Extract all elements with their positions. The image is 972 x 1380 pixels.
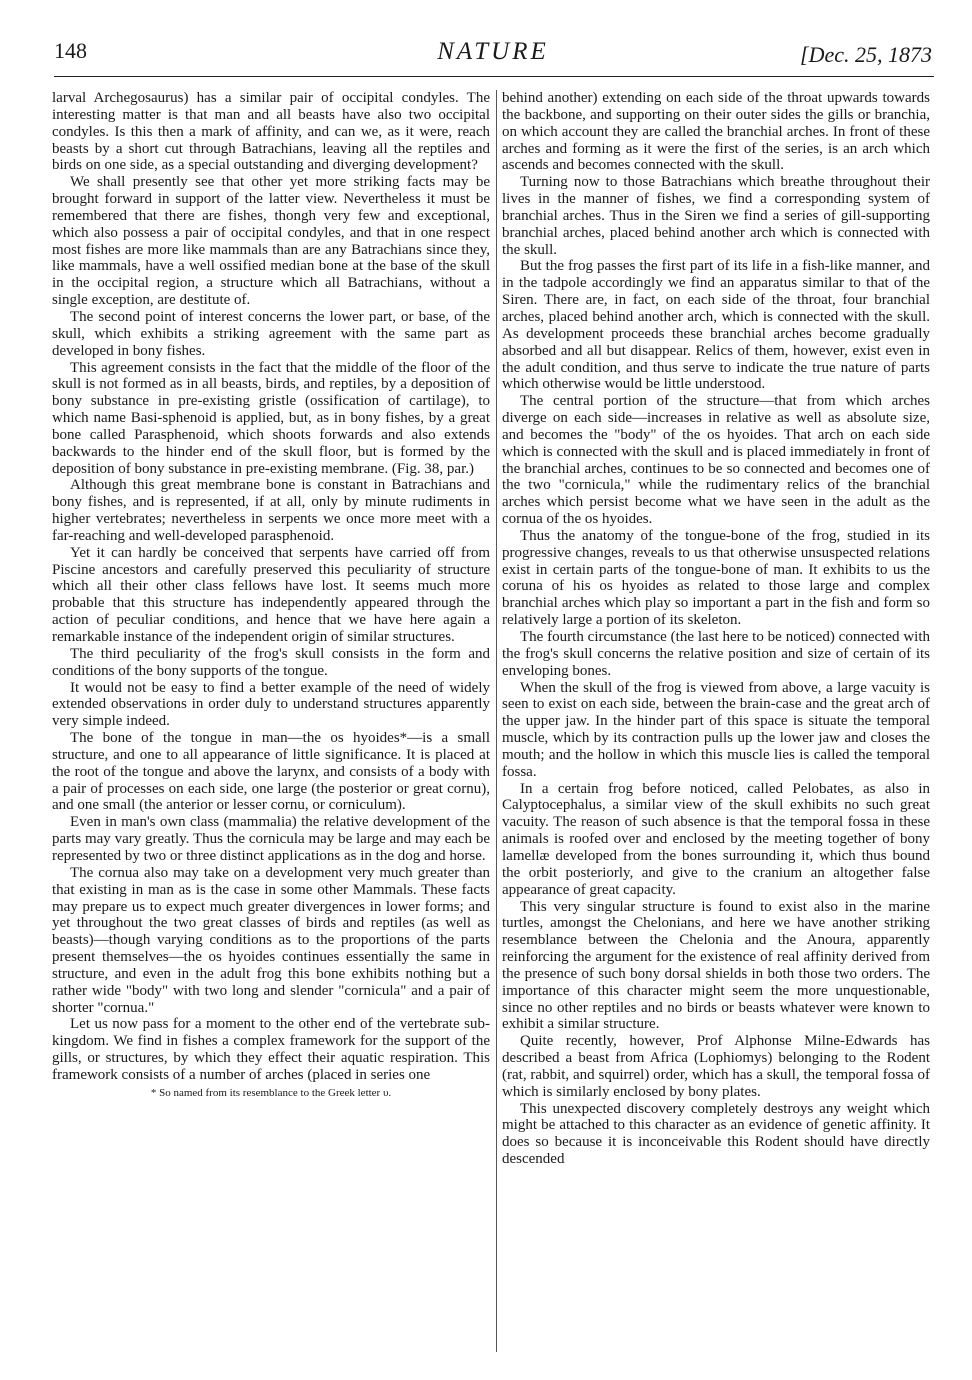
paragraph: Quite recently, however, Prof Alphonse Milne-Edwards has described a beast from Africa (Lophiomys) belonging to the Rodent (rat, rabbit, and squirrel) order, which has a skull, the temporal fossa of which is similarly enclosed by bony plates. [502, 1033, 930, 1100]
left-column [52, 90, 490, 1360]
paragraph: But the frog passes the first part of its life in a fish-like manner, and in the tadpole accordingly we find an apparatus similar to that of the Siren. There are, in fact, on each side of the throat, four branchial arches, placed behind another arch, which is connected with the skull. As development proceeds these branchial arches become gradually absorbed and all but disappear. Relics of them, however, exist even in the adult condition, and thus serve to indicate the true nature of parts which otherwise would be little understood. [502, 258, 930, 393]
footnote: * So named from its resemblance to the Greek letter υ. [150, 1086, 392, 1099]
paragraph: We shall presently see that other yet more striking facts may be brought forward in support of the latter view. Nevertheless it must be remembered that there are fishes, thongh very few and exceptional, which also possess a pair of occipital condyles, and that in one respect most fishes are more like mammals than are any Batrachians since they, like mammals, have a well ossified median bone at the base of the skull in the occipital region, a structure which all Batrachians, without a single exception, are destitute of. [52, 174, 490, 309]
paragraph: The third peculiarity of the frog's skull consists in the form and conditions of the bony supports of the tongue. [52, 645, 490, 679]
paragraph: Even in man's own class (mammalia) the relative development of the parts may vary greatly. Thus the cornicula may be large and may each be represented by two or three distinct applications as in the dog and horse. [52, 814, 490, 864]
paragraph: The fourth circumstance (the last here to be noticed) connected with the frog's skull concerns the relative position and size of certain of its enveloping bones. [502, 629, 930, 679]
paragraph: behind another) extending on each side of the throat upwards towards the backbone, and supporting on their outer sides the gills or branchia, on which account they are called the branchial arches. In front of these arches and forming as it were the first of the series, is an arch which ascends and becomes connected with the skull. [502, 90, 930, 174]
paragraph: It would not be easy to find a better example of the need of widely extended observations in order duly to understand structures apparently very simple indeed. [52, 679, 490, 730]
paragraph: This agreement consists in the fact that the middle of the floor of the skull is not formed as in all beasts, birds, and reptiles, by a deposition of bony substance in pre-existing gristle (ossification of cartilage), to which name Basi-sphenoid is applied, but, as in bony fishes, by a great bone called Parasphenoid, which shoots forwards and also extends backwards to the hinder end of the skull floor, but is formed by the deposition of bony substance in pre-existing membrane. (Fig. 38, par.) [52, 359, 490, 477]
right-column [502, 90, 930, 1360]
paragraph: larval Archegosaurus) has a similar pair of occipital condyles. The interesting matter is that man and all beasts have also two occipital condyles. Is this then a mark of affinity, and can we, as it were, reach beasts by a short cut through Batrachians, leaving all the reptiles and birds on one side, as a special outstanding and diverging development? [52, 90, 490, 174]
page-header [54, 38, 932, 78]
column-divider [496, 90, 497, 1352]
paragraph: Although this great membrane bone is constant in Batrachians and bony fishes, and is represented, if at all, only by minute rudiments in higher vertebrates; nevertheless in serpents we once more meet with a far-reaching and well-developed parasphenoid. [52, 477, 490, 544]
paragraph: Thus the anatomy of the tongue-bone of the frog, studied in its progressive changes, reveals to us that otherwise unsuspected relations exist in certain parts of the tongue-bone of man. It exhibits to us the coruna of his os hyoides as related to those large and complex branchial arches which play so important a part in the fish and form so relatively large a portion of its skeleton. [502, 527, 930, 629]
page-number: 148 [54, 38, 87, 63]
paragraph: This unexpected discovery completely destroys any weight which might be attached to this character as an evidence of genetic affinity. It does so because it is inconceivable this Rodent should have directly descended [502, 1100, 930, 1168]
paragraph: This very singular structure is found to exist also in the marine turtles, amongst the Chelonians, and here we have another striking resemblance between the Chelonia and the Anoura, apparently reinforcing the argument for the existence of real affinity derived from the presence of such bony dorsal shields in both those two orders. The importance of this character might seem the more unquestionable, since no other reptiles and no birds or beasts whatever were known to exhibit a similar structure. [502, 898, 930, 1033]
issue-date: [Dec. 25, 1873 [800, 42, 932, 67]
paragraph: The cornua also may take on a development very much greater than that existing in man as is the case in some other Mammals. These facts may prepare us to expect much greater divergences in lower forms; and yet throughout the two great classes of birds and reptiles (as well as beasts)—though varying conditions as to the proportions of the parts present themselves—the os hyoides continues essentially the same in structure, and even in the adult frog this bone exhibits nothing but a rather wide "body" with two long and slender "cornicula" and a pair of shorter "cornua." [52, 864, 490, 1016]
paragraph: Turning now to those Batrachians which breathe throughout their lives in the manner of fishes, we find a corresponding system of branchial arches. Thus in the Siren we find a series of gill-supporting branchial arches, placed behind another arch which is connected with the skull. [502, 174, 930, 258]
paragraph: In a certain frog before noticed, called Pelobates, as also in Calyptocephalus, a similar view of the skull exhibits no such great vacuity. The reason of such absence is that the temporal fossa in these animals is roofed over and enclosed by the meeting together of bony lamellæ developed from the bones surrounding it, which thus bound the orbit posteriorly, and give to the cranium an altogether false appearance of great capacity. [502, 780, 930, 898]
journal-title: NATURE [437, 38, 549, 65]
paragraph: The bone of the tongue in man—the os hyoides*—is a small structure, and one to all appearance of little significance. It is placed at the root of the tongue and above the larynx, and consists of a body with a pair of processes on each side, one large (the posterior or great cornu), and one small (the anterior or lesser cornu, or corniculum). [52, 730, 490, 814]
paragraph: When the skull of the frog is viewed from above, a large vacuity is seen to exist on each side, between the brain-case and the great arch of the upper jaw. In the hinder part of this space is situate the temporal muscle, which by its contraction pulls up the lower jaw and closes the mouth; and the hollow in which this muscle lies is called the temporal fossa. [502, 679, 930, 780]
paragraph: Yet it can hardly be conceived that serpents have carried off from Piscine ancestors and carefully preserved this peculiarity of structure which all their other class fellows have lost. It seems much more probable that this structure has independently appeared through the action of peculiar conditions, and hence that we have here again a remarkable instance of the independent origin of similar structures. [52, 544, 490, 645]
paragraph: The second point of interest concerns the lower part, or base, of the skull, which exhibits a striking agreement with the same part as developed in bony fishes. [52, 308, 490, 359]
paragraph: The central portion of the structure—that from which arches diverge on each side—increases in relative as well as absolute size, and becomes the "body" of the os hyoides. That arch on each side which is connected with the skull and is placed immediately in front of the branchial arches, continues to be so connected and becomes one of the two "cornicula," while the rudimentary relics of the branchial arches which persist become what we have seen in the adult as the cornua of the os hyoides. [502, 393, 930, 528]
paragraph: Let us now pass for a moment to the other end of the vertebrate sub-kingdom. We find in fishes a complex framework for the support of the gills, or structures, by which they effect their aquatic respiration. This framework consists of a number of arches (placed in series one [52, 1016, 490, 1083]
header-rule [54, 76, 934, 77]
